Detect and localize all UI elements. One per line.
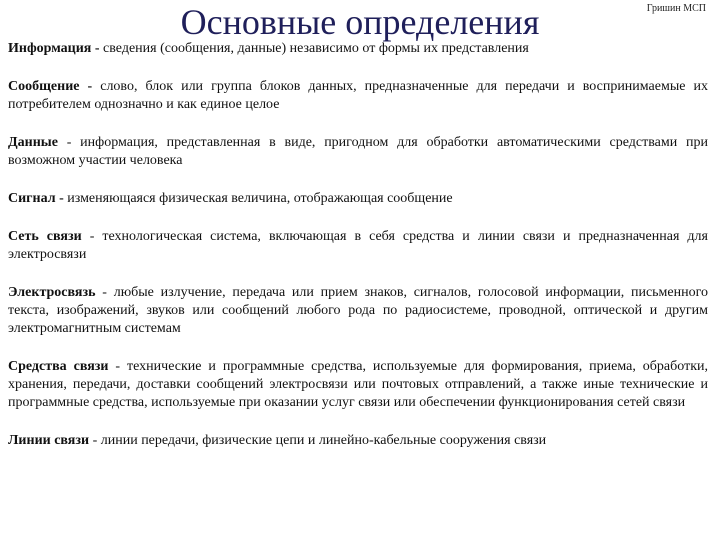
definition-text: технологическая система, включающая в себя средства и линии связи и предназначенная для электросвязи xyxy=(8,229,708,262)
definition-item xyxy=(8,190,708,208)
definition-separator: - xyxy=(81,229,103,244)
definition-term: Средства связи xyxy=(8,359,109,374)
definition-term: Сообщение xyxy=(8,79,80,94)
definition-separator: - xyxy=(79,79,101,94)
definition-item xyxy=(8,78,708,114)
definition-term: Сеть связи xyxy=(8,229,82,244)
definition-item xyxy=(8,432,708,450)
definition-separator: - xyxy=(55,191,68,206)
definition-text: изменяющаяся физическая величина, отображающая сообщение xyxy=(67,191,453,206)
definition-separator: - xyxy=(91,41,104,56)
definition-item xyxy=(8,40,708,58)
definition-text: технические и программные средства, используемые для формирования, приема, обработки, хранения, передачи, доставки сообщений электросвязи или почтовых отправлений, а также иные технические и программные средства, используемые при оказании услуг связи или обеспечении функционирования сетей связи xyxy=(8,359,708,410)
definition-item xyxy=(8,284,708,338)
definition-term: Электросвязь xyxy=(8,285,96,300)
definition-separator: - xyxy=(57,135,81,150)
definition-text: сведения (сообщения, данные) независимо от формы их представления xyxy=(103,41,529,56)
author-label: Гришин МСП xyxy=(646,3,706,14)
definition-text: любые излучение, передача или прием знаков, сигналов, голосовой информации, письменного текста, изображений, звуков или сообщений любого рода по радиосистеме, проводной, оптической и другим электромагнитным системам xyxy=(8,285,708,336)
definition-item xyxy=(8,358,708,412)
definition-term: Информация xyxy=(8,41,92,56)
definition-separator: - xyxy=(89,433,101,448)
definition-item xyxy=(8,228,708,264)
definition-separator: - xyxy=(95,285,114,300)
definition-term: Сигнал xyxy=(8,191,56,206)
definition-item xyxy=(8,134,708,170)
slide-title: Основные определения xyxy=(180,2,540,42)
definition-text: информация, представленная в виде, пригодном для обработки автоматическими средствами при возможном участии человека xyxy=(8,135,709,168)
definition-term: Линии связи xyxy=(8,433,90,448)
definition-separator: - xyxy=(108,359,128,374)
definition-text: слово, блок или группа блоков данных, предназначенные для передачи и воспринимаемые их потребителем однозначно и как единое целое xyxy=(8,79,708,112)
definitions-list xyxy=(8,40,708,470)
definition-text: линии передачи, физические цепи и линейно-кабельные сооружения связи xyxy=(100,433,547,448)
definition-term: Данные xyxy=(8,135,58,150)
